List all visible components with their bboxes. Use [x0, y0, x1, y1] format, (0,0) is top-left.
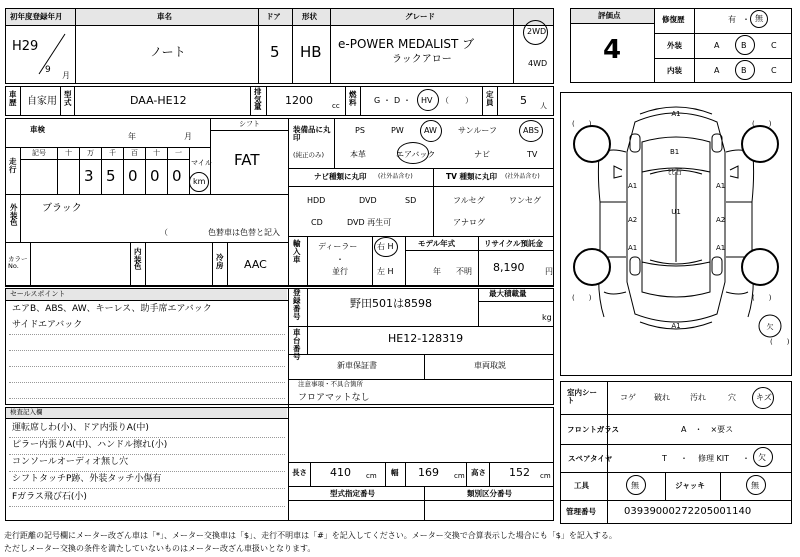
mileage-mark-header: 記号 — [32, 149, 46, 157]
model-code-label: 型式 — [64, 90, 72, 107]
diag-label-4: A1 — [716, 182, 726, 190]
tv-label: TV 種類に丸印 — [446, 172, 498, 181]
max-load-unit: kg — [542, 313, 552, 322]
repair-label: 修復歴 — [662, 15, 685, 24]
navi-hdd: HDD — [307, 196, 326, 205]
diag-label-7: A2 — [716, 216, 726, 224]
ac-label: 冷房 — [216, 253, 224, 270]
mgmt-value: 03939000272205001140 — [624, 506, 752, 517]
diag-label-5: U1 — [671, 208, 681, 216]
first-reg-label: 初年度登録年月 — [10, 12, 63, 21]
shape-value: HB — [300, 43, 322, 61]
windshield-label: フロントガラス — [567, 425, 620, 434]
first-reg-month: 9 — [45, 65, 51, 75]
width-unit: cm — [454, 472, 465, 480]
svg-text:( ): ( ) — [752, 294, 772, 302]
navi-dvd-play: DVD 再生可 — [347, 218, 392, 227]
inspector-label: 検査記入欄 — [10, 408, 43, 416]
chassis-label: 車台番号 — [293, 328, 301, 361]
usage-label: 車歴 — [9, 90, 17, 107]
equip-tv: TV — [527, 150, 538, 159]
manual-label: 車両取説 — [474, 361, 506, 370]
model-code-value: DAA-HE12 — [130, 94, 187, 107]
navi-sub: (社外品含む) — [378, 173, 413, 180]
displacement-label: 排気量 — [254, 87, 262, 111]
color-paren: （ ） — [160, 228, 224, 237]
month-unit: 月 — [62, 71, 70, 80]
fuel-paren: （ ） — [441, 96, 473, 105]
tv-analog: アナログ — [453, 218, 485, 227]
color-no-label: カラーNo. — [8, 255, 28, 271]
diag-label-11: 欠 — [766, 323, 774, 331]
chassis-value: HE12-128319 — [388, 332, 464, 345]
repair-no: 無 — [755, 14, 763, 23]
import-dot: ・ — [336, 255, 344, 264]
diag-label-0: A1 — [671, 110, 681, 118]
model-name-value: ノート — [150, 45, 186, 59]
spare-label: スペアタイヤ — [568, 454, 613, 463]
length-label: 長さ — [292, 468, 307, 477]
equip-airbag: エアバック — [396, 150, 436, 159]
displacement-unit: cc — [332, 102, 340, 110]
mgmt-label: 管理番号 — [566, 507, 596, 516]
spare-kit: 修理 KIT — [698, 454, 730, 463]
car-diagram — [560, 92, 792, 376]
selling-line1: エアB、ABS、AW、キーレス、助手席エアバック — [12, 304, 212, 314]
max-load-label: 最大積載量 — [489, 289, 527, 298]
warranty-label: 新車保証書 — [337, 361, 377, 370]
exterior-c: C — [771, 41, 777, 50]
digit-1: 5 — [106, 167, 116, 185]
fuel-g: G — [374, 96, 381, 105]
mile-label: マイル — [191, 159, 212, 167]
first-reg-year: H29 — [12, 39, 39, 54]
spare-t: T — [662, 454, 667, 463]
notes-value: フロアマットなし — [298, 393, 370, 403]
spare-none: 欠 — [758, 453, 766, 462]
equip-navi: ナビ — [474, 150, 490, 159]
seats-label: 室内シート — [567, 388, 597, 406]
digit-4: 0 — [172, 167, 182, 185]
import-right: 右 H — [377, 242, 394, 251]
diag-label-6: A2 — [628, 216, 638, 224]
width-label: 幅 — [391, 468, 399, 477]
svg-text:( ): ( ) — [572, 294, 592, 302]
diag-label-2: ﾋﾋ石 — [668, 168, 682, 176]
km-label: km — [193, 177, 206, 186]
reg-no-value: 野田501は8598 — [350, 297, 432, 310]
seat-tear: 破れ — [654, 393, 670, 402]
shift-value: FAT — [234, 151, 260, 169]
interior-b: B — [741, 66, 747, 75]
selling-points-label: セールスポイント — [10, 290, 66, 298]
navi-label: ナビ種類に丸印 — [314, 172, 367, 181]
equip-abs: ABS — [523, 126, 539, 135]
svg-text:( ): ( ) — [770, 338, 790, 346]
equip-sunroof: サンルーフ — [458, 126, 497, 135]
fuel-hv: HV — [421, 96, 433, 105]
inspector-line5: Fガラス飛び石(小) — [12, 492, 87, 502]
fuel-label: 燃料 — [349, 90, 357, 107]
digit-label-2: 千 — [109, 149, 116, 157]
seat-burn: コゲ — [620, 393, 636, 402]
inspection-month: 月 — [184, 132, 192, 141]
recycle-unit: 円 — [545, 267, 553, 276]
digit-label-1: 万 — [87, 149, 94, 157]
repair-yes: 有 — [728, 15, 736, 24]
exterior-a: A — [714, 41, 720, 50]
recycle-value: 8,190 — [493, 261, 525, 274]
svg-text:( ): ( ) — [572, 120, 592, 128]
recycle-label: リサイクル預託金 — [484, 239, 543, 248]
usage-value: 自家用 — [27, 96, 57, 107]
import-parallel: 並行 — [332, 267, 348, 276]
notes-label: 注意事項・不具合箇所 — [298, 380, 363, 388]
equip-ps: PS — [355, 126, 365, 135]
digit-label-3: 百 — [131, 149, 138, 157]
navi-cd: CD — [311, 218, 323, 227]
capacity-unit: 人 — [540, 102, 547, 110]
seat-scratch: キズ — [756, 393, 772, 402]
jack-value: 無 — [751, 481, 759, 490]
import-left: 左 H — [377, 267, 394, 276]
doors-label: ドア — [266, 12, 281, 21]
width-value: 169 — [418, 466, 439, 479]
drive-2wd: 2WD — [527, 27, 547, 36]
tv-fullseg: フルセグ — [453, 196, 485, 205]
spare-dot2: ・ — [742, 454, 750, 463]
digit-label-4: 十 — [153, 149, 160, 157]
color-note: 色替車は色替と記入 — [208, 228, 280, 237]
tools-value: 無 — [631, 481, 639, 490]
repair-sep: ・ — [742, 15, 750, 24]
inspection-label: 車検 — [30, 125, 45, 134]
footer-line1: 走行距離の記号欄にメーター改ざん車は「*」、メーター交換車は「$」、走行不明車は「#」を記入してください。メーター交換で合算表示した場合にも「$」を記入する。 — [4, 531, 617, 540]
interior-a: A — [714, 66, 720, 75]
grade-label: グレード — [405, 12, 435, 21]
displacement-value: 1200 — [285, 94, 313, 107]
inspection-year: 年 — [128, 132, 136, 141]
digit-3: 0 — [150, 167, 160, 185]
exterior-b: B — [741, 41, 747, 50]
interior-color-label: 内装色 — [134, 247, 142, 271]
inspector-line1: 運転席しわ(小)、ドア内張りA(中) — [12, 423, 149, 433]
windshield-value: A ・ ×要ス — [681, 425, 734, 434]
exterior-label: 外装 — [667, 41, 682, 50]
equip-pw: PW — [391, 126, 404, 135]
seat-stain: 汚れ — [690, 393, 706, 402]
import-label: 輸入車 — [293, 239, 301, 264]
rating-value: 4 — [603, 35, 622, 65]
interior-label: 内装 — [667, 66, 682, 75]
navi-sd: SD — [405, 196, 417, 205]
digit-2: 0 — [128, 167, 138, 185]
jack-label: ジャッキ — [675, 481, 705, 490]
equip-leather: 本革 — [350, 150, 366, 159]
equipment-sub: (純正のみ) — [293, 151, 325, 159]
interior-c: C — [771, 66, 777, 75]
capacity-value: 5 — [520, 94, 527, 107]
color-label: 外装色 — [10, 203, 18, 227]
model-year-unknown: 不明 — [456, 267, 472, 276]
reg-no-label: 登録番号 — [293, 288, 301, 321]
grade-line2: ラックアロー — [392, 54, 452, 65]
digit-0: 3 — [84, 167, 94, 185]
rating-label: 評価点 — [598, 11, 621, 20]
diag-label-3: A1 — [628, 182, 638, 190]
spare-dot: ・ — [680, 454, 688, 463]
mileage-label: 走行 — [9, 157, 17, 175]
selling-line2: サイドエアバック — [12, 320, 83, 330]
inspector-line2: ピラー内張りA(中)、ハンドル擦れ(小) — [12, 440, 168, 450]
fuel-d: D — [394, 96, 401, 105]
tv-sub: (社外品含む) — [505, 173, 540, 180]
model-name-label: 車名 — [157, 12, 172, 21]
diag-label-10: A1 — [671, 322, 681, 330]
type-no-label: 型式指定番号 — [330, 489, 375, 498]
model-year-year: 年 — [433, 267, 441, 276]
grade-line1: e-POWER MEDALIST ブ — [338, 37, 475, 51]
height-label: 高さ — [471, 468, 486, 477]
capacity-label: 定員 — [486, 90, 494, 107]
diag-label-9: A1 — [716, 244, 726, 252]
drive-4wd: 4WD — [528, 59, 548, 68]
height-value: 152 — [509, 466, 530, 479]
equipment-label: 装備品に丸印 — [293, 125, 331, 143]
inspector-line4: シフトタッチP跡、外装タッチ小傷有 — [12, 474, 162, 484]
svg-text:( ): ( ) — [752, 120, 772, 128]
inspection-sheet: 初年度登録年月 車名 ドア 形状 グレード H29 9 月 ノート 5 HB e-POWER MEDALIST ブ ラックアロー 2WD 4WD 評価点 4 修復歴 有 ・ 無 外装 A B C 内装 A B C 車歴 自家用 型式 DAA-HE12 排気量 1200 cc 燃料 G ・ D ・ HV （ ） 定員 5 人 車検 年 月 走行 記号 十 万 千 百 十 一 3 5 0 0 0 マイル km シフト FAT 装備品に丸印 (純正のみ) PS PW AW サンルーフ ABS 本革 エアバック ナビ TV ナビ種類に丸印 (社外品含む) TV 種類に丸印 (社外品含む) HDD DVD SD CD DVD 再生可 フルセグ ワンセグ アナログ 外装色 ブラック （ ） 色替車は色替と記入 カラーNo. 内装色 冷房 AAC 輸入車 ディーラー ・ 並行 右 H 左 H モデル年式 年 不明 リサイクル預託金 8,190 円 セールスポイント エアB、ABS、AW、キーレス、助手席エアバック サイドエアバック 登録番号 野田501は8598 最大積載量 kg 車台番号 HE12-128319 新車保証書 車両取説 注意事項・不具合箇所 フロアマットなし 検査記入欄 運転席しわ(小)、ドア内張りA(中) ピラー内張りA(中)、ハンドル擦れ(小) コンソールオーディオ無し穴 シフトタッチP跡、外装タッチ小傷有 Fガラス飛び石(小) 長さ 410 cm 幅 169 cm 高さ 152 cm 型式指定番号 類別区分番号 A1 B1 ﾋﾋ石 A1 A1 U1 A2 A2 A1 A1 A1 ( ) ( ) ( ) ( ) ( ) 欠 室内シート コゲ 破れ 汚れ 穴 キズ フロントガラス A ・ ×要ス スペアタイヤ T ・ 修理 KIT ・ 欠 工具 無 ジャッキ 無 管理番号 03939000272205001140 走行距離の記号欄にメーター改ざん車は「*」、メーター交換車は「$」、走行不明車は「#」を記入してください。メーター交換で合算表示した場合にも「$」を記入する。 ただしメーター交換の条件を満たしていないものはメーター改ざん車扱いとなります。 — [0, 0, 800, 557]
equip-aw: AW — [424, 126, 437, 135]
height-unit: cm — [540, 472, 551, 480]
shift-label: シフト — [239, 120, 260, 128]
import-dealer: ディーラー — [318, 242, 358, 251]
ac-value: AAC — [244, 258, 267, 271]
digit-label-0: 十 — [65, 149, 72, 157]
length-unit: cm — [366, 472, 377, 480]
navi-dvd: DVD — [359, 196, 377, 205]
tools-label: 工具 — [574, 481, 589, 490]
doors-value: 5 — [270, 43, 280, 61]
diag-label-1: B1 — [670, 148, 680, 156]
class-no-label: 類別区分番号 — [467, 489, 512, 498]
length-value: 410 — [330, 466, 351, 479]
inspector-line3: コンソールオーディオ無し穴 — [12, 457, 129, 467]
digit-label-5: 一 — [175, 149, 182, 157]
shape-label: 形状 — [302, 12, 317, 21]
color-value: ブラック — [42, 203, 82, 214]
seat-hole: 穴 — [728, 393, 736, 402]
footer-line2: ただしメーター交換の条件を満たしていないものはメーター改ざん車扱いとなります。 — [4, 544, 316, 553]
model-year-label: モデル年式 — [418, 239, 456, 248]
diag-label-8: A1 — [628, 244, 638, 252]
tv-oneseg: ワンセグ — [509, 196, 541, 205]
